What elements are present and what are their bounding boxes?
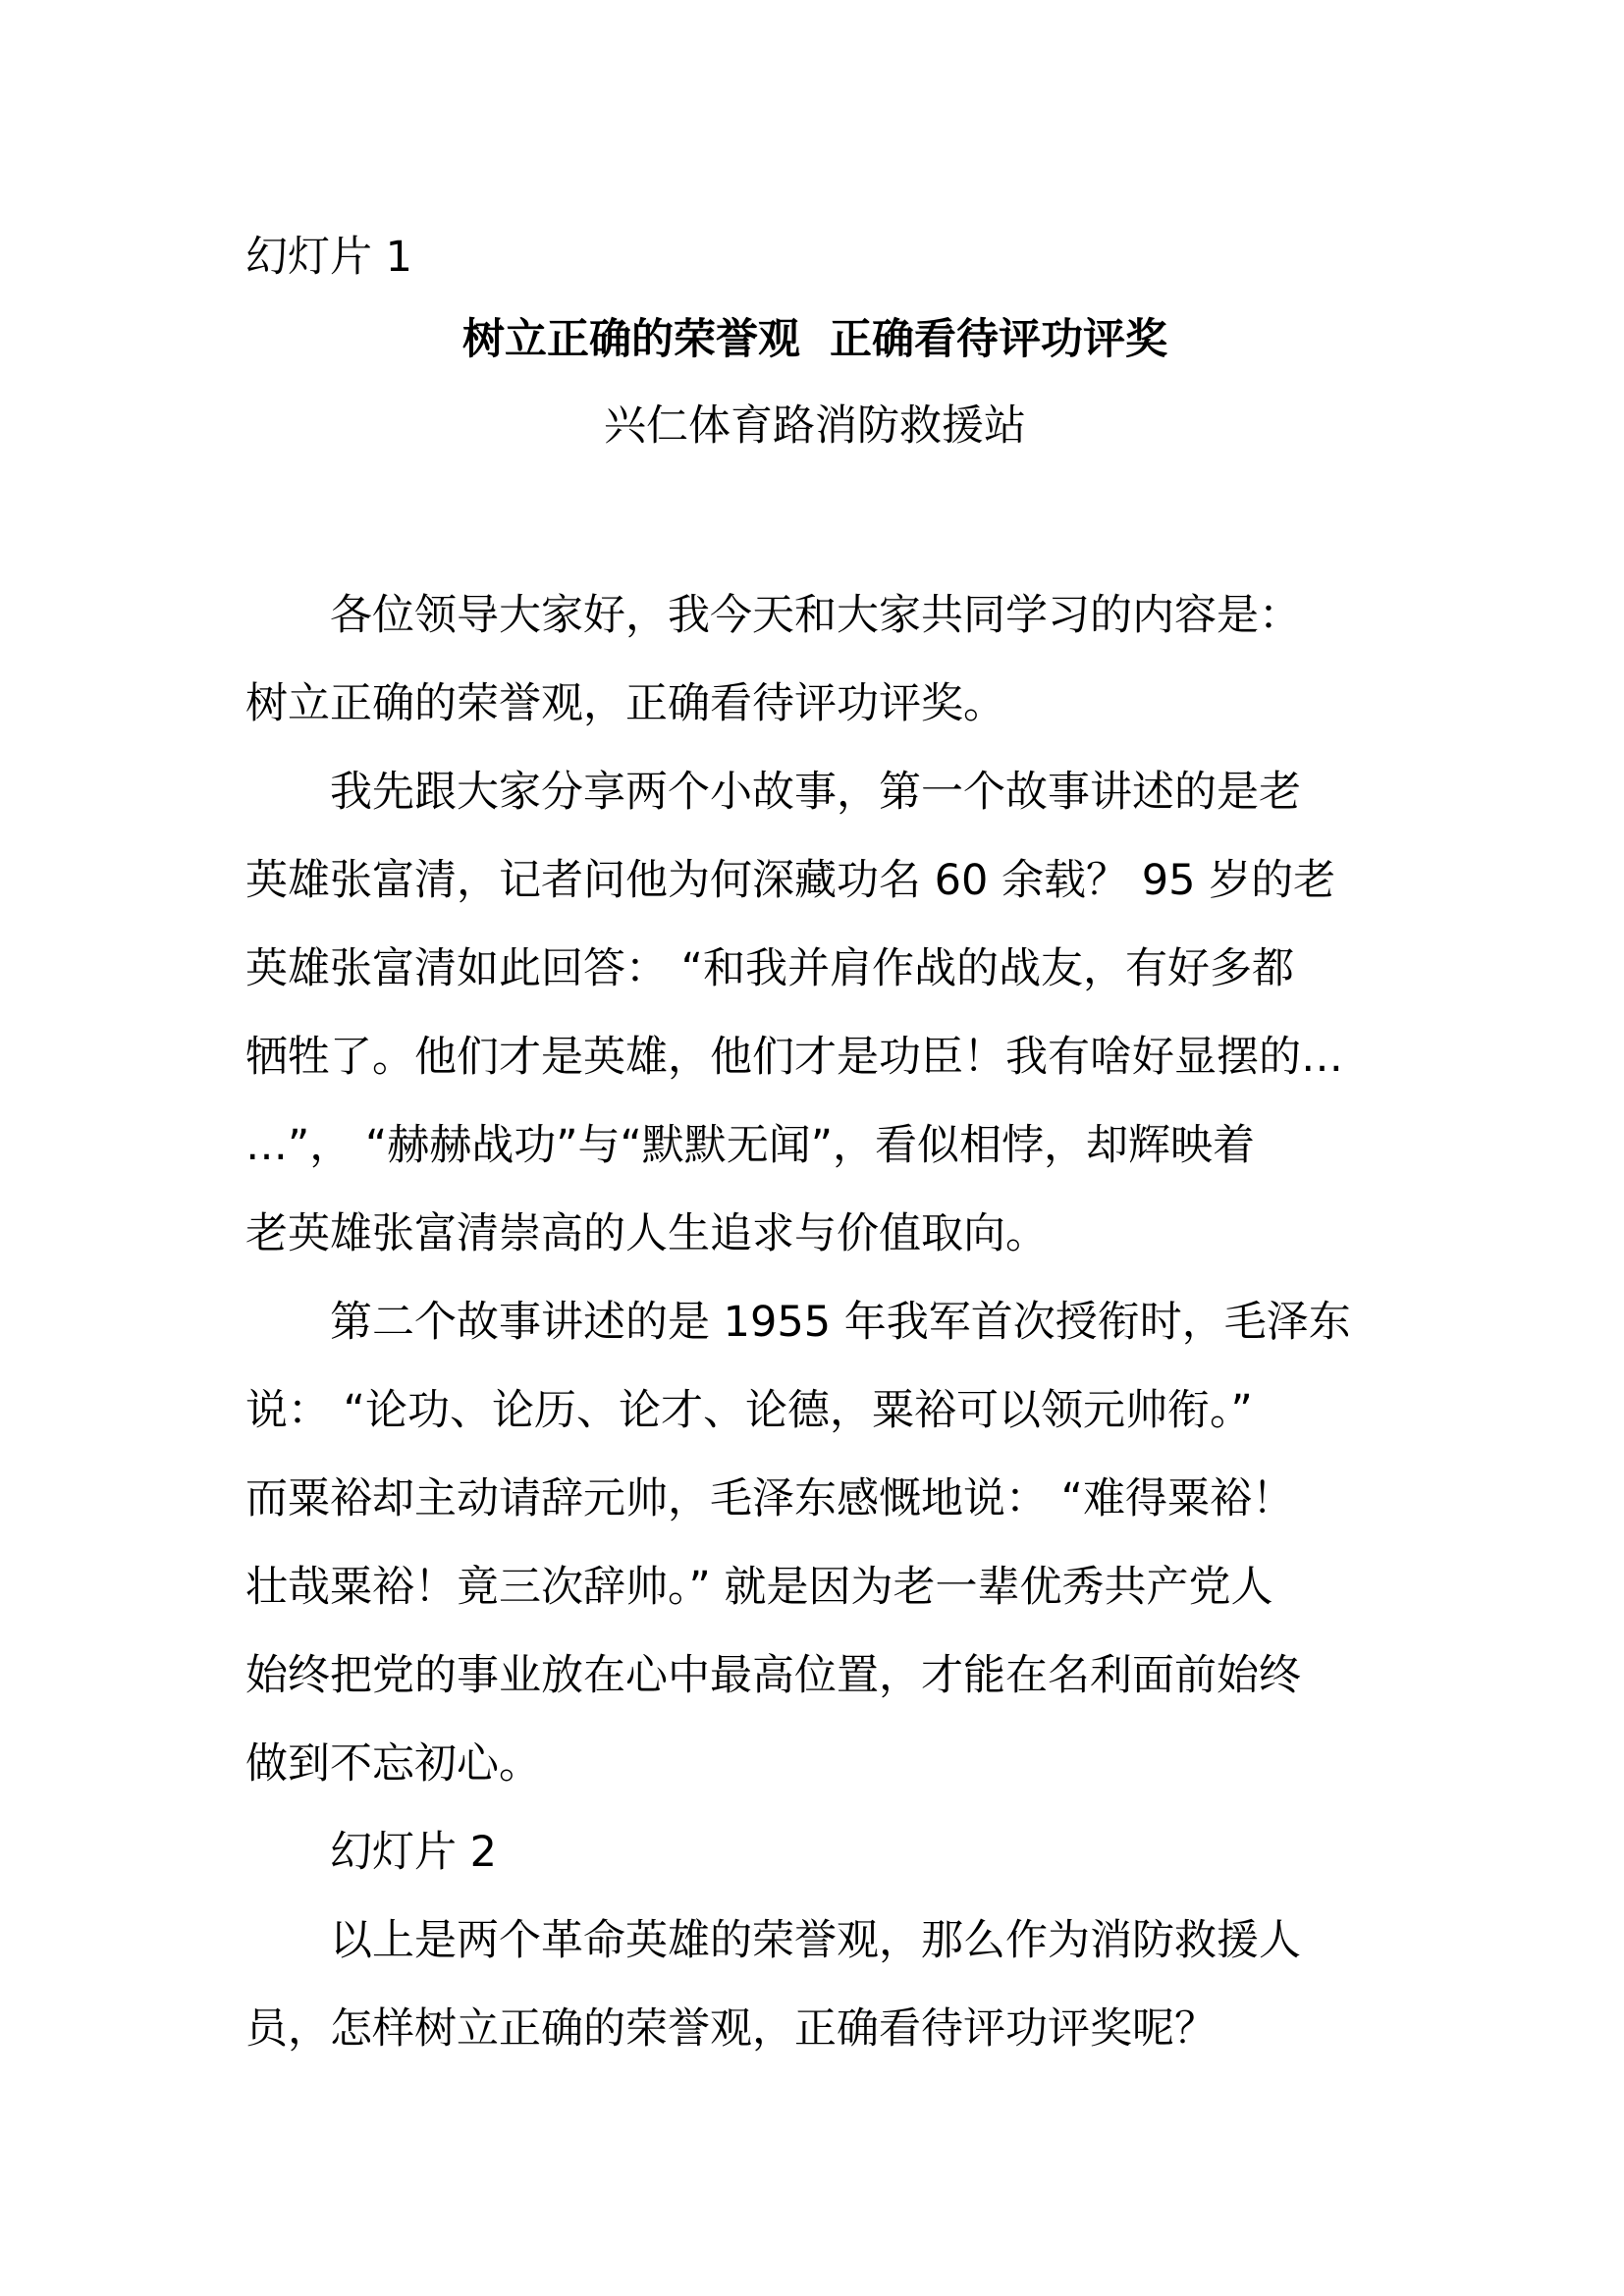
paragraph-slide-label-2 bbox=[245, 1808, 1384, 1896]
paragraph-line: 英雄张富清如此回答： “和我并肩作战的战友，有好多都 bbox=[245, 944, 1294, 993]
paragraph-line: 树立正确的荣誉观，正确看待评功评奖。 bbox=[245, 679, 1005, 728]
paragraph-question bbox=[245, 1896, 1384, 2073]
paragraph-line: 英雄张富清，记者问他为何深藏功名 60 余载？ 95 岁的老 bbox=[245, 856, 1336, 905]
paragraph-greeting bbox=[245, 571, 1384, 748]
paragraph-line: 第二个故事讲述的是 1955 年我军首次授衔时，毛泽东 bbox=[330, 1298, 1351, 1347]
paragraph-line: 牺牲了。他们才是英雄，他们才是功臣！我有啥好显摆的… bbox=[245, 1033, 1343, 1082]
paragraph-story-one bbox=[245, 748, 1384, 1278]
paragraph-line: 我先跟大家分享两个小故事，第一个故事讲述的是老 bbox=[330, 768, 1301, 817]
slide-label: 幻灯片 1 bbox=[245, 233, 413, 282]
document-subtitle: 兴仁体育路消防救援站 bbox=[604, 401, 1026, 451]
paragraph-story-two bbox=[245, 1278, 1384, 1808]
paragraph-line: 始终把党的事业放在心中最高位置，才能在名利面前始终 bbox=[245, 1651, 1301, 1700]
paragraph-line: 员，怎样树立正确的荣誉观，正确看待评功评奖呢？ bbox=[245, 2004, 1217, 2054]
document-body bbox=[245, 571, 1384, 2073]
paragraph-line: 以上是两个革命英雄的荣誉观，那么作为消防救援人 bbox=[330, 1916, 1301, 1965]
paragraph-line: 做到不忘初心。 bbox=[245, 1739, 541, 1789]
document-title: 树立正确的荣誉观 正确看待评功评奖 bbox=[462, 315, 1167, 364]
paragraph-line: 老英雄张富清崇高的人生追求与价值取向。 bbox=[245, 1209, 1048, 1258]
paragraph-line: 而粟裕却主动请辞元帅，毛泽东感慨地说： “难得粟裕！ bbox=[245, 1474, 1294, 1523]
paragraph-line: 壮哉粟裕！竟三次辞帅。” 就是因为老一辈优秀共产党人 bbox=[245, 1563, 1273, 1612]
paragraph-line: 幻灯片 2 bbox=[330, 1828, 498, 1877]
paragraph-line: …”， “赫赫战功”与“默默无闻”，看似相悖，却辉映着 bbox=[245, 1121, 1256, 1170]
paragraph-line: 说： “论功、论历、论才、论德，粟裕可以领元帅衔。” bbox=[245, 1386, 1253, 1435]
document-page bbox=[245, 228, 1384, 2073]
paragraph-line: 各位领导大家好，我今天和大家共同学习的内容是： bbox=[330, 591, 1301, 640]
